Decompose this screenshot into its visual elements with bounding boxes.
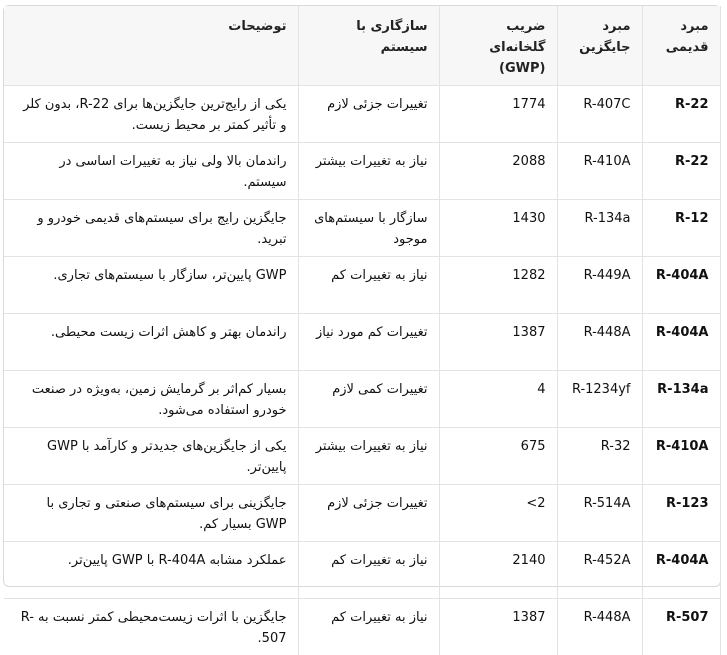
cell-description: بسیار کم‌اثر بر گرمایش زمین، به‌ویژه در صنعت خودرو استفاده می‌شود.: [4, 371, 298, 428]
cell-compatibility: نیاز به تغییرات کم: [298, 599, 439, 655]
cell-replacement: R-449A: [557, 257, 642, 314]
cell-gwp: <2: [439, 485, 557, 542]
cell-compatibility: تغییرات کم مورد نیاز: [298, 314, 439, 371]
cell-description: یکی از رایج‌ترین جایگزین‌ها برای R-22، بدون کلر و تأثیر کمتر بر محیط زیست.: [4, 86, 298, 143]
cell-compatibility: نیاز به تغییرات بیشتر: [298, 428, 439, 485]
header-gwp: ضریب گلخانه‌ای (GWP): [439, 6, 557, 86]
cell-replacement: R-514A: [557, 485, 642, 542]
cell-description: عملکرد مشابه R-404A با GWP پایین‌تر.: [4, 542, 298, 599]
refrigerant-table: [4, 6, 721, 655]
cell-gwp: 2088: [439, 143, 557, 200]
cell-compatibility: تغییرات کمی لازم: [298, 371, 439, 428]
cell-old: R-410A: [642, 428, 720, 485]
header-old-refrigerant: مبرد قدیمی: [642, 6, 720, 86]
table-row: [4, 371, 720, 428]
cell-old: R-12: [642, 200, 720, 257]
cell-old: R-507: [642, 599, 720, 655]
cell-gwp: 1282: [439, 257, 557, 314]
cell-description: جایگزینی برای سیستم‌های صنعتی و تجاری با GWP بسیار کم.: [4, 485, 298, 542]
cell-old: R-123: [642, 485, 720, 542]
cell-replacement: R-134a: [557, 200, 642, 257]
cell-replacement: R-452A: [557, 542, 642, 599]
cell-replacement: R-407C: [557, 86, 642, 143]
table-row: [4, 485, 720, 542]
cell-description: GWP پایین‌تر، سازگار با سیستم‌های تجاری.: [4, 257, 298, 314]
header-compatibility: سازگاری با سیستم: [298, 6, 439, 86]
table-row: [4, 314, 720, 371]
cell-gwp: 1774: [439, 86, 557, 143]
cell-replacement: R-32: [557, 428, 642, 485]
cell-old: R-134a: [642, 371, 720, 428]
cell-compatibility: تغییرات جزئی لازم: [298, 86, 439, 143]
cell-description: یکی از جایگزین‌های جدیدتر و کارآمد با GWP پایین‌تر.: [4, 428, 298, 485]
cell-description: راندمان بالا ولی نیاز به تغییرات اساسی در سیستم.: [4, 143, 298, 200]
header-replacement: مبرد جایگزین: [557, 6, 642, 86]
cell-description: جایگزین با اثرات زیست‌محیطی کمتر نسبت به R-507.: [4, 599, 298, 655]
cell-description: راندمان بهتر و کاهش اثرات زیست محیطی.: [4, 314, 298, 371]
cell-gwp: 1387: [439, 314, 557, 371]
cell-replacement: R-448A: [557, 314, 642, 371]
cell-old: R-22: [642, 86, 720, 143]
table-row: [4, 257, 720, 314]
cell-compatibility: نیاز به تغییرات کم: [298, 542, 439, 599]
table-row: [4, 428, 720, 485]
cell-old: R-404A: [642, 542, 720, 599]
table-row: [4, 86, 720, 143]
table-row: [4, 143, 720, 200]
cell-compatibility: نیاز به تغییرات کم: [298, 257, 439, 314]
table-row: [4, 599, 720, 655]
cell-replacement: R-448A: [557, 599, 642, 655]
cell-replacement: R-410A: [557, 143, 642, 200]
cell-old: R-22: [642, 143, 720, 200]
cell-compatibility: تغییرات جزئی لازم: [298, 485, 439, 542]
cell-compatibility: سازگار با سیستم‌های موجود: [298, 200, 439, 257]
cell-gwp: 1387: [439, 599, 557, 655]
cell-gwp: 4: [439, 371, 557, 428]
cell-description: جایگزین رایج برای سیستم‌های قدیمی خودرو و تبرید.: [4, 200, 298, 257]
cell-gwp: 1430: [439, 200, 557, 257]
header-description: توضیحات: [4, 6, 298, 86]
refrigerant-table-container: [3, 5, 721, 587]
cell-old: R-404A: [642, 314, 720, 371]
cell-gwp: 675: [439, 428, 557, 485]
cell-compatibility: نیاز به تغییرات بیشتر: [298, 143, 439, 200]
table-header-row: [4, 6, 720, 86]
table-row: [4, 542, 720, 599]
cell-old: R-404A: [642, 257, 720, 314]
cell-gwp: 2140: [439, 542, 557, 599]
cell-replacement: R-1234yf: [557, 371, 642, 428]
table-row: [4, 200, 720, 257]
